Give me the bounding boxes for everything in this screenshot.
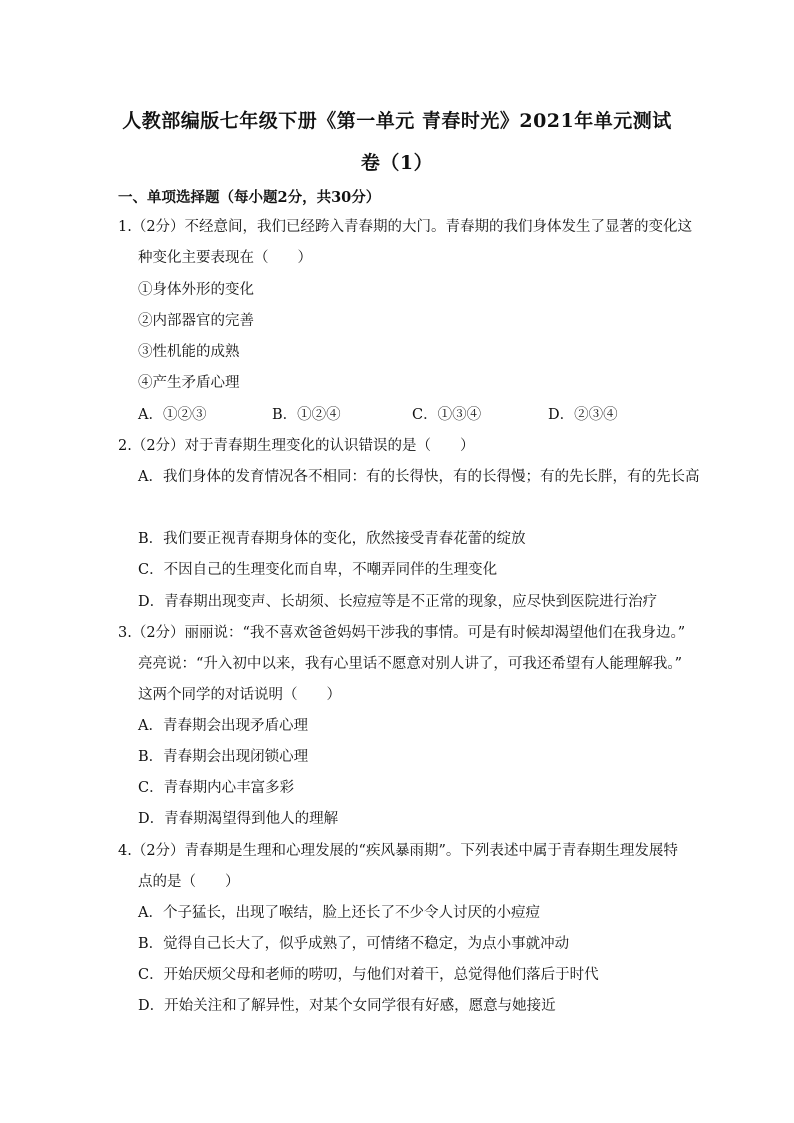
q1-option-a: A．①②③ [138,407,207,423]
q3-stem-line3: 这两个同学的对话说明（ ） [138,687,341,703]
q2-option-a: A．我们身体的发育情况各不相同：有的长得快，有的长得慢；有的先长胖，有的先长高 [138,469,700,485]
q2-option-b: B．我们要正视青春期身体的变化，欣然接受青春花蕾的绽放 [138,531,526,547]
exam-title-line2: 卷（1） [360,152,434,174]
q4-stem-line2: 点的是（ ） [138,874,240,890]
q1-item-3: ③性机能的成熟 [138,344,240,360]
q4-option-b: B．觉得自己长大了，似乎成熟了，可情绪不稳定，为点小事就冲动 [138,936,570,952]
q4-option-a: A．个子猛长，出现了喉结，脸上还长了不少令人讨厌的小痘痘 [138,905,540,921]
q1-item-4: ④产生矛盾心理 [138,375,240,391]
q4-option-c: C．开始厌烦父母和老师的唠叨，与他们对着干，总觉得他们落后于时代 [138,967,599,983]
q1-option-c: C．①③④ [412,407,482,423]
section-heading: 一、单项选择题（每小题2分，共30分） [118,189,381,206]
q1-option-d: D．②③④ [548,407,618,423]
q3-stem-line1: 3.（2分）丽丽说：“我不喜欢爸爸妈妈干涉我的事情。可是有时候却渴望他们在我身边。” [118,625,686,641]
q1-option-b: B．①②④ [272,407,341,423]
q1-item-1: ①身体外形的变化 [138,282,254,298]
q4-option-d: D．开始关注和了解异性，对某个女同学很有好感，愿意与她接近 [138,998,556,1014]
q3-stem-line2: 亮亮说：“升入初中以来，我有心里话不愿意对别人讲了，可我还希望有人能理解我。” [138,656,683,672]
q2-option-d: D．青春期出现变声、长胡须、长痘痘等是不正常的现象，应尽快到医院进行治疗 [138,594,658,610]
q2-stem-line1: 2.（2分）对于青春期生理变化的认识错误的是（ ） [118,438,475,454]
q1-stem-line2: 种变化主要表现在（ ） [138,250,312,266]
q3-option-d: D．青春期渴望得到他人的理解 [138,811,339,827]
exam-title-line1: 人教部编版七年级下册《第一单元 青春时光》2021年单元测试 [122,110,672,132]
q2-option-c: C．不因自己的生理变化而自卑，不嘲弄同伴的生理变化 [138,562,498,578]
q1-item-2: ②内部器官的完善 [138,313,254,329]
q3-option-c: C．青春期内心丰富多彩 [138,780,295,796]
q1-stem-line1: 1.（2分）不经意间，我们已经跨入青春期的大门。青春期的我们身体发生了显著的变化这 [118,219,693,235]
q3-option-b: B．青春期会出现闭锁心理 [138,749,309,765]
q4-stem-line1: 4.（2分）青春期是生理和心理发展的“疾风暴雨期”。下列表述中属于青春期生理发展特 [118,843,678,859]
q3-option-a: A．青春期会出现矛盾心理 [138,718,308,734]
